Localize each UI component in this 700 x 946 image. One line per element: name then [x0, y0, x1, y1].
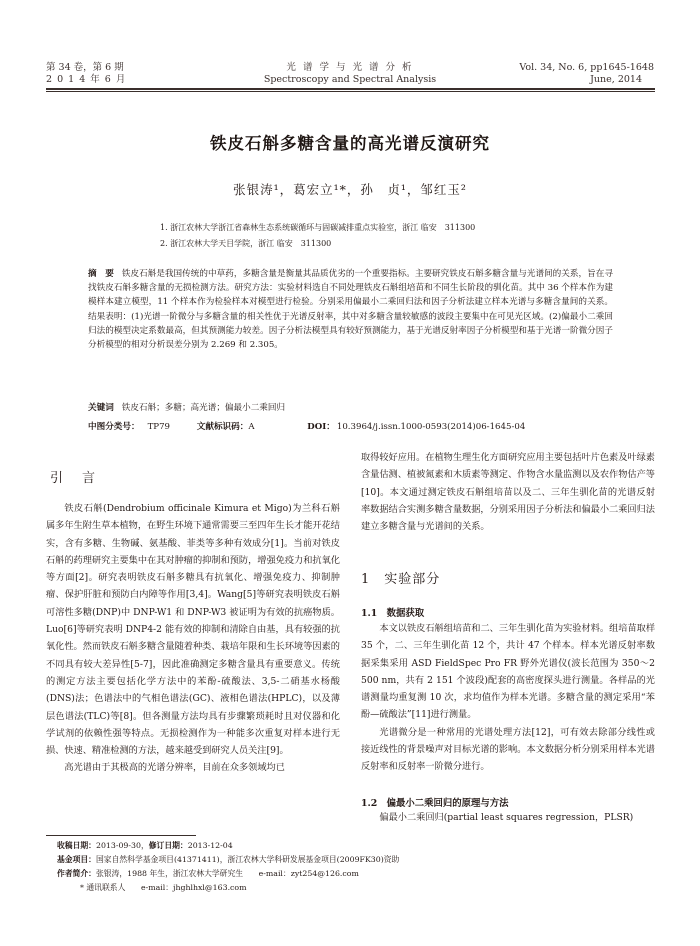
- header-date-cn: 2 0 1 4 年 6 月: [46, 74, 127, 85]
- page-title: 铁皮石斛多糖含量的高光谱反演研究: [210, 134, 490, 153]
- header-rule-bottom: [46, 91, 655, 92]
- subsection-paragraph: 偏最小二乘回归(partial least squares regression，PLSR): [379, 812, 634, 823]
- subsection-1-2-heading: 1.2 偏最小二乘回归的原理与方法: [361, 798, 509, 809]
- subsection-paragraph: 光谱微分是一种常用的光谱处理方法[12]，可有效去除部分线性或接近线性的背景噪声对目标光谱的影响。本文数据分析分别采用样本光谱反射率和反射率一阶微分进行。: [361, 726, 655, 773]
- section-1-heading: 1 实验部分: [361, 572, 441, 587]
- bio-label: 作者简介：: [57, 869, 96, 878]
- footnote-rule: [46, 835, 196, 836]
- header-rule-top: [46, 88, 655, 90]
- footnote-bio: [57, 868, 359, 880]
- intro-body: [46, 500, 340, 777]
- header-volume-cn: 第 34 卷，第 6 期: [46, 62, 124, 73]
- keywords-text: 铁皮石斛；多糖；高光谱；偏最小二乘回归: [121, 403, 286, 413]
- affiliation-2: 2. 浙江农林大学天目学院，浙江 临安 311300: [160, 239, 332, 248]
- fund-value: 国家自然科学基金项目(41371411)，浙江农林大学科研发展基金项目(2009FK30)资助: [95, 855, 400, 864]
- received-label: 收稿日期：: [57, 841, 96, 850]
- header-journal-cn: 光 谱 学 与 光 谱 分 析: [286, 62, 414, 73]
- received-value: 2013-09-30，: [95, 841, 149, 850]
- right-intro-paragraph: 取得较好应用。在植物生理生化方面研究应用主要包括叶片色素及叶绿素含量估测、植被氮素和木质素等测定、作物含水量监测以及农作物估产等[10]。本文通过测定铁皮石斛组培苗以及二、三年生驯化苗的光谱反射率数据结合实测多糖含量数据，分别采用因子分析法和偏最小二乘回归法建立多糖含量与光谱间的关系。: [361, 452, 655, 533]
- classification-line: [88, 421, 525, 433]
- doc-code-value: A: [248, 422, 255, 432]
- revised-label: 修订日期：: [148, 841, 188, 850]
- header-date-en: June, 2014: [590, 74, 642, 85]
- fund-label: 基金项目：: [57, 855, 96, 864]
- revised-value: 2013-12-04: [187, 841, 233, 850]
- keywords: [88, 402, 285, 414]
- right-intro: [361, 449, 655, 535]
- footnote-corresponding: * 通讯联系人 e-mail：jhghlhxl@163.com: [80, 883, 247, 892]
- intro-heading: 引 言: [50, 471, 99, 486]
- header-journal-en: Spectroscopy and Spectral Analysis: [263, 74, 437, 85]
- clc-value: TP79: [147, 422, 171, 432]
- doi-value: 10.3964/j.issn.1000-0593(2014)06-1645-04: [336, 422, 526, 432]
- footnote-received: [57, 840, 233, 852]
- footnote-fund: [57, 854, 399, 866]
- clc-label: 中图分类号：: [88, 422, 140, 432]
- header-volume-en-block: [519, 62, 654, 86]
- subsection-paragraph: 本文以铁皮石斛组培苗和二、三年生驯化苗为实验材料。组培苗取样 35 个，二、三年生驯化苗 12 个，共计 47 个样本。样本光谱反射率数据采集采用 ASD FieldSpec Pro FR 野外光谱仪(波长范围为 350～2 500 nm，共有 2 151 个波段)配套的高密度探头进行测量。各样品的光谱测量均重复测 10 次，求均值作为样本光谱。多糖含量的测定采用“苯酚—硫酸法”[11]进行测量。: [361, 623, 656, 721]
- doi-label: DOI：: [307, 422, 335, 432]
- subsection-1-2-body: [361, 809, 655, 826]
- intro-paragraph: 高光谱由于其极高的光谱分辨率，目前在众多领域均已: [64, 762, 285, 774]
- keywords-label: 关键词: [88, 403, 114, 413]
- affiliation-1: 1. 浙江农林大学浙江省森林生态系统碳循环与固碳减排重点实验室，浙江 临安 311300: [160, 223, 476, 232]
- abstract-label: 摘 要: [88, 269, 114, 279]
- subsection-1-1-body: [361, 620, 655, 776]
- abstract-text: 铁皮石斛是我国传统的中草药，多糖含量是衡量其品质优劣的一个重要指标。主要研究铁皮石斛多糖含量与光谱间的关系，旨在寻找铁皮石斛多糖含量的无损检测方法。研究方法：实验材料选自不同处理铁皮石斛组培苗和不同生长阶段的驯化苗。其中 36 个样本作为建模样本建立模型，11 个样本作为检验样本对模型进行检验。分别采用偏最小二乘回归法和因子分析法建立样本光谱与多糖含量间的关系。结果表明：(1)光谱一阶微分与多糖含量的相关性优于光谱反射率，其中对多糖含量较敏感的波段主要集中在可见光区域。(2)偏最小二乘回归法的模型决定系数最高，但其预测能力较差。因子分析法模型具有较好预测能力，基于光谱反射率因子分析模型和基于光谱一阶微分因子分析模型的相对分析误差分别为 2.269 和 2.305。: [88, 269, 613, 351]
- doc-code-label: 文献标识码：: [196, 422, 249, 432]
- bio-value: 张银涛，1988 年生，浙江农林大学研究生 e-mail：zyt254@126.com: [95, 869, 359, 878]
- abstract: [88, 267, 613, 352]
- author-list: 张银涛¹，葛宏立¹*，孙 贞¹，邹红玉²: [233, 182, 467, 197]
- subsection-1-1-heading: 1.1 数据获取: [361, 608, 425, 619]
- intro-paragraph: 铁皮石斛(Dendrobium officinale Kimura et Migo)为兰科石斛属多年生附生草本植物，在野生环境下通常需要三至四年生长才能开花结实，含有多糖、生物碱、氨基酸、菲类等多种有效成分[1]。当前对铁皮石斛的药理研究主要集中在其对肿瘤的抑制和预防，增强免疫力和抗氧化等方面[2]。研究表明铁皮石斛多糖具有抗氧化、增强免疫力、抑制肿瘤、保护肝脏和预防白内障等作用[3,4]。Wang[5]等研究表明铁皮石斛可溶性多糖(DNP)中 DNP-W1 和 DNP-W3 被证明为有效的抗癌物质。Luo[6]等研究表明 DNP4-2 能有效的抑制和清除自由基，具有较强的抗氧化性。然而铁皮石斛多糖含量随着种类、栽培年限和生长环境等因素的不同具有较大差异性[5-7]，因此准确测定多糖含量具有重要意义。传统的测定方法主要包括化学方法中的苯酚-硫酸法、3,5-二硝基水杨酸(DNS)法；色谱法中的气相色谱法(GC)、液相色谱法(HPLC)，以及薄层色谱法(TLC)等[8]。但各测量方法均具有步骤繁琐耗时且对仪器和化学试剂的依赖性强等特点。无损检测作为一种能多次重复对样本进行无损、快速、精准检测的方法，越来越受到研究人员关注[9]。: [46, 503, 340, 757]
- header-volume-en: Vol. 34, No. 6, pp1645-1648: [519, 62, 654, 73]
